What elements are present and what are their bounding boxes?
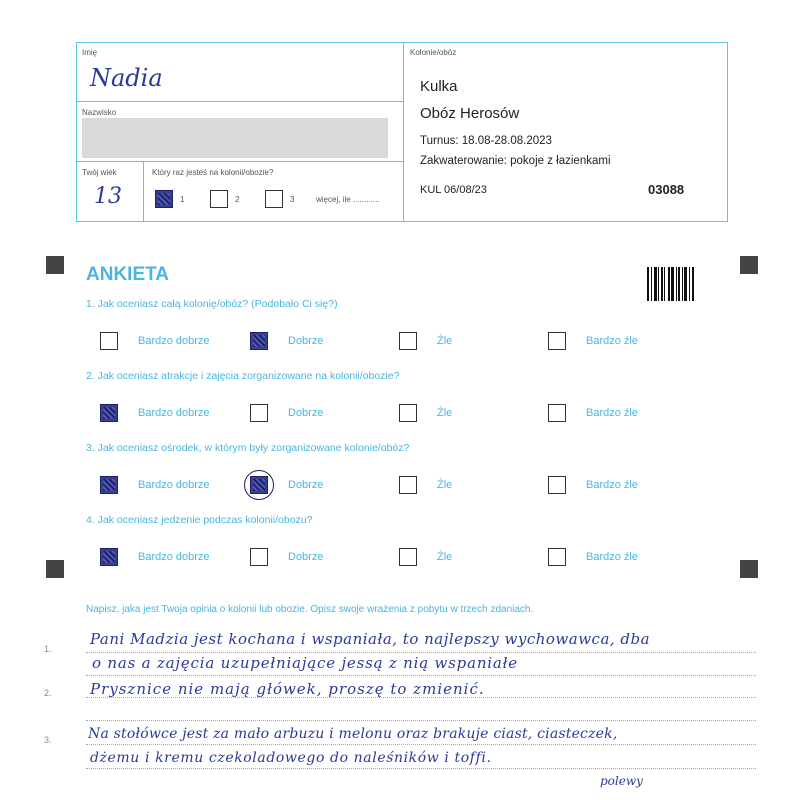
opinion-text-line-3: Prysznice nie mają główek, proszę to zmienić. [90, 680, 485, 698]
question-1-text: 1. Jak oceniasz całą kolonię/obóz? (Podobało Ci się?) [86, 298, 338, 310]
opinion-prompt: Napisz, jaka jest Twoja opinia o kolonii lub obozie. Opisz swoje wrażenia z pobytu w trzech zdaniach. [86, 604, 534, 615]
question-1-option-4-label: Bardzo źle [586, 335, 638, 347]
age-divider [143, 161, 144, 222]
times-option-2: 2 [235, 195, 240, 204]
line-number-1: 1. [44, 644, 52, 654]
accommodation-value: pokoje z łazienkami [510, 155, 611, 167]
opinion-text-line-6: polewy [600, 774, 643, 788]
question-1-checkbox-1[interactable] [100, 332, 118, 350]
opinion-text-line-4: Na stołówce jest za mało arbuzu i melonu oraz brakuje ciast, ciasteczek, [88, 726, 618, 742]
age-label: Twój wiek [82, 168, 117, 177]
name-divider [76, 101, 403, 102]
question-4-option-2-label: Dobrze [288, 551, 324, 563]
question-3-checkbox-3[interactable] [399, 476, 417, 494]
question-4-checkbox-3[interactable] [399, 548, 417, 566]
writing-line-6 [86, 768, 756, 769]
question-4-checkbox-1[interactable] [100, 548, 118, 566]
writing-line-4 [86, 720, 756, 721]
question-4-option-4-label: Bardzo źle [586, 551, 638, 563]
question-1-checkbox-3[interactable] [399, 332, 417, 350]
question-4-text: 4. Jak oceniasz jedzenie podczas kolonii/obozu? [86, 514, 313, 526]
age-value: 13 [94, 184, 122, 209]
question-1-option-1-label: Bardzo dobrze [138, 335, 210, 347]
times-option-1: 1 [180, 195, 185, 204]
redacted-surname [82, 118, 388, 158]
corner-marker-top-left [46, 256, 64, 274]
question-2-checkbox-2[interactable] [250, 404, 268, 422]
opinion-text-line-1: Pani Madzia jest kochana i wspaniała, to najlepszy wychowawca, dba [90, 630, 651, 648]
accommodation-row [420, 155, 611, 167]
question-2-option-4-label: Bardzo źle [586, 407, 638, 419]
name-value: Nadia [90, 64, 163, 92]
writing-line-5 [86, 744, 756, 745]
form-number: 03088 [648, 182, 685, 197]
times-checkbox-2[interactable] [210, 190, 228, 208]
camp-label: Kolonie/obóz [410, 48, 457, 57]
opinion-text-line-2: o nas a zajęcia uzupełniające jessą z nią wspaniałe [92, 654, 518, 672]
name-label: Imię [82, 48, 98, 57]
question-3-checkbox-4[interactable] [548, 476, 566, 494]
times-label: Który raz jesteś na kolonii/obozie? [152, 168, 274, 177]
question-4-checkbox-2[interactable] [250, 548, 268, 566]
question-3-circle-mark [244, 470, 274, 500]
question-4-option-3-label: Źle [437, 551, 453, 563]
question-2-checkbox-3[interactable] [399, 404, 417, 422]
turnus-label: Turnus: [420, 135, 459, 147]
question-1-checkbox-4[interactable] [548, 332, 566, 350]
times-more-label: więcej, ile ............ [316, 195, 380, 204]
corner-marker-bottom-left [46, 560, 64, 578]
question-2-option-2-label: Dobrze [288, 407, 324, 419]
accommodation-label: Zakwaterowanie: [420, 155, 507, 167]
question-2-text: 2. Jak oceniasz atrakcje i zajęcia zorganizowane na kolonii/obozie? [86, 370, 400, 382]
corner-marker-bottom-right [740, 560, 758, 578]
question-2-checkbox-1[interactable] [100, 404, 118, 422]
turnus-value: 18.08-28.08.2023 [461, 135, 552, 147]
corner-marker-top-right [740, 256, 758, 274]
line-number-3: 3. [44, 735, 52, 745]
barcode [647, 267, 703, 301]
question-4-option-1-label: Bardzo dobrze [138, 551, 210, 563]
question-3-text: 3. Jak oceniasz ośrodek, w którym były zorganizowane kolonie/obóz? [86, 442, 410, 454]
question-3-checkbox-1[interactable] [100, 476, 118, 494]
question-1-option-3-label: Źle [437, 335, 453, 347]
question-3-option-4-label: Bardzo źle [586, 479, 638, 491]
question-2-checkbox-4[interactable] [548, 404, 566, 422]
camp-name: Kulka [420, 78, 458, 95]
question-1-checkbox-2[interactable] [250, 332, 268, 350]
question-2-option-3-label: Źle [437, 407, 453, 419]
question-2-option-1-label: Bardzo dobrze [138, 407, 210, 419]
question-3-option-2-label: Dobrze [288, 479, 324, 491]
question-3-option-3-label: Źle [437, 479, 453, 491]
question-4-checkbox-4[interactable] [548, 548, 566, 566]
surname-divider [76, 161, 403, 162]
writing-line-2 [86, 675, 756, 676]
times-checkbox-1[interactable] [155, 190, 173, 208]
question-1-option-2-label: Dobrze [288, 335, 324, 347]
line-number-2: 2. [44, 688, 52, 698]
writing-line-1 [86, 652, 756, 653]
opinion-text-line-5: dżemu i kremu czekoladowego do naleśników i toffi. [90, 750, 492, 766]
turnus-row [420, 135, 552, 147]
times-option-3: 3 [290, 195, 295, 204]
camp-code: KUL 06/08/23 [420, 184, 487, 196]
question-3-option-1-label: Bardzo dobrze [138, 479, 210, 491]
header-divider [403, 42, 404, 222]
surname-label: Nazwisko [82, 108, 117, 117]
camp-title: Obóz Herosów [420, 105, 520, 122]
times-checkbox-3[interactable] [265, 190, 283, 208]
survey-title: ANKIETA [86, 264, 170, 285]
